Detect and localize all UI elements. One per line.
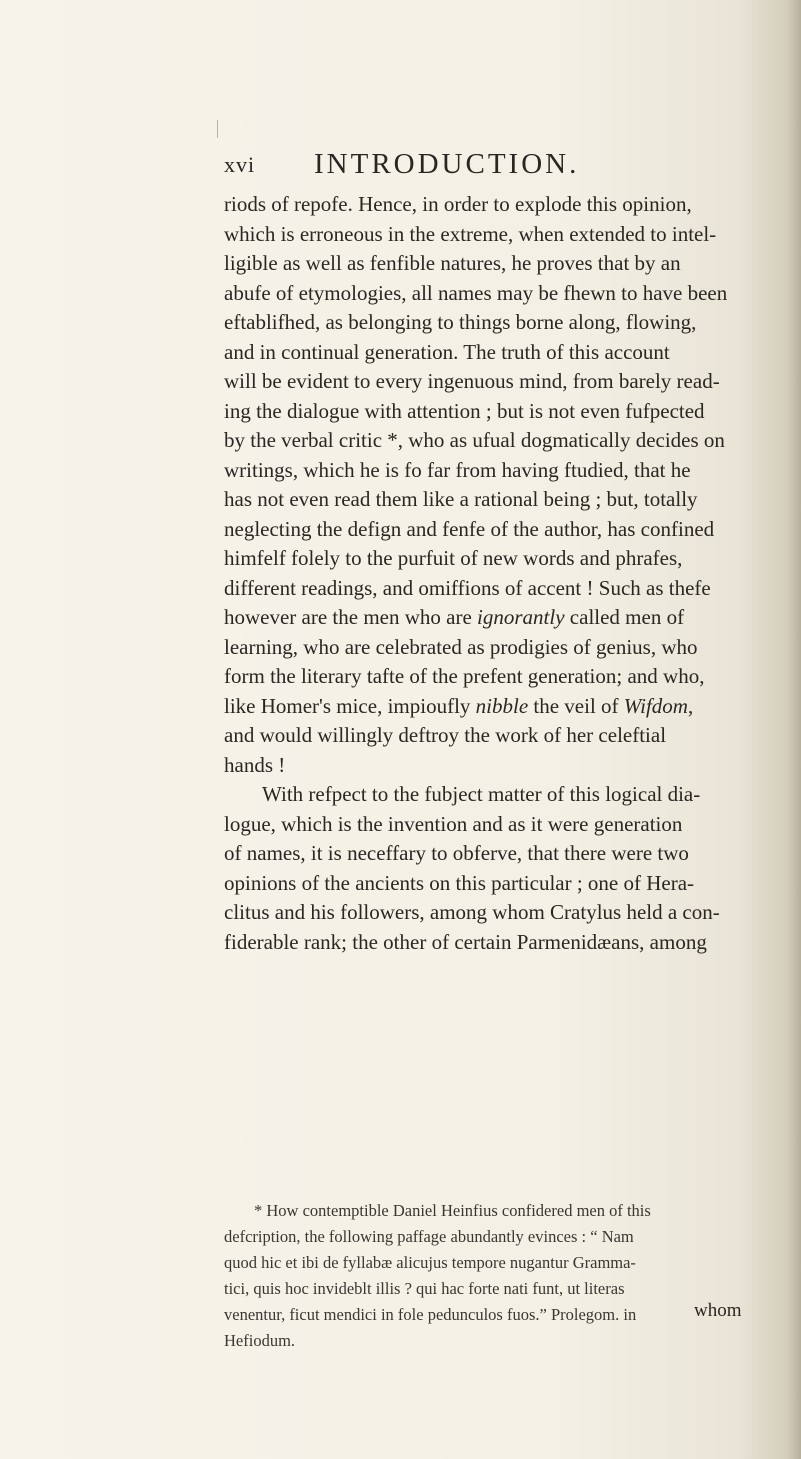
text-line: of names, it is neceffary to obferve, that there were two — [224, 841, 689, 865]
text-line: With refpect to the fubject matter of this logical dia- — [262, 782, 701, 806]
body-text — [224, 190, 754, 957]
text-line: ligible as well as fenfible natures, he proves that by an — [224, 251, 681, 275]
text-line: riods of repofe. Hence, in order to explode this opinion, — [224, 192, 692, 216]
text-line: neglecting the defign and fenfe of the author, has confined — [224, 516, 715, 541]
footnote-line: venentur, ficut mendici in fole pedunculos fuos.” Prolegom. in — [224, 1305, 637, 1324]
catchword: whom — [694, 1300, 742, 1321]
running-head: INTRODUCTION. — [314, 148, 580, 180]
text-line: eftablifhed, as belonging to things borne along, flowing, — [224, 310, 697, 334]
footnote-line: Hefiodum. — [224, 1331, 296, 1350]
text-line: like Homer's mice, impioufly nibble the veil of Wifdom, — [224, 693, 694, 718]
text-line: fiderable rank; the other of certain Parmenidæans, among — [224, 929, 707, 954]
text-line: will be evident to every ingenuous mind, from barely read- — [224, 369, 720, 393]
page-header — [224, 148, 744, 188]
footnote-line: defcription, the following paffage abundantly evinces : “ Nam — [224, 1227, 634, 1246]
text-line: opinions of the ancients on this particular ; one of Hera- — [224, 870, 695, 895]
footnote-line: tici, quis hoc invideblt illis ? qui hac forte nati funt, ut literas — [224, 1279, 625, 1298]
text-line: different readings, and omiffions of accent ! Such as thefe — [224, 575, 711, 600]
footnote-line: * How contemptible Daniel Heinfius confidered men of this — [254, 1201, 651, 1220]
text-line: however are the men who are ignorantly called men of — [224, 605, 685, 629]
text-line: abufe of etymologies, all names may be fhewn to have been — [224, 280, 728, 305]
text-line: and would willingly deftroy the work of her celeftial — [224, 723, 667, 747]
text-line: form the literary tafte of the prefent generation; and who, — [224, 664, 705, 688]
text-line: clitus and his followers, among whom Cratylus held a con- — [224, 900, 720, 924]
footnote — [224, 1198, 754, 1354]
text-line: has not even read them like a rational being ; but, totally — [224, 487, 698, 511]
text-line: and in continual generation. The truth of this account — [224, 339, 670, 364]
text-line: hands ! — [224, 752, 286, 777]
page-number: xvi — [224, 152, 256, 177]
footnote-line: quod hic et ibi de fyllabæ alicujus tempore nugantur Gramma- — [224, 1253, 636, 1272]
text-line: ing the dialogue with attention ; but is not even fufpected — [224, 398, 705, 423]
ink-mark — [217, 120, 218, 138]
text-line: logue, which is the invention and as it were generation — [224, 811, 683, 836]
text-line: by the verbal critic *, who as ufual dogmatically decides on — [224, 428, 725, 452]
page-edge-shadow — [787, 0, 801, 1459]
text-line: which is erroneous in the extreme, when extended to intel- — [224, 221, 717, 246]
text-line: himfelf folely to the purfuit of new words and phrafes, — [224, 546, 683, 570]
text-line: learning, who are celebrated as prodigies of genius, who — [224, 634, 698, 659]
text-line: writings, which he is fo far from having ftudied, that he — [224, 457, 691, 482]
